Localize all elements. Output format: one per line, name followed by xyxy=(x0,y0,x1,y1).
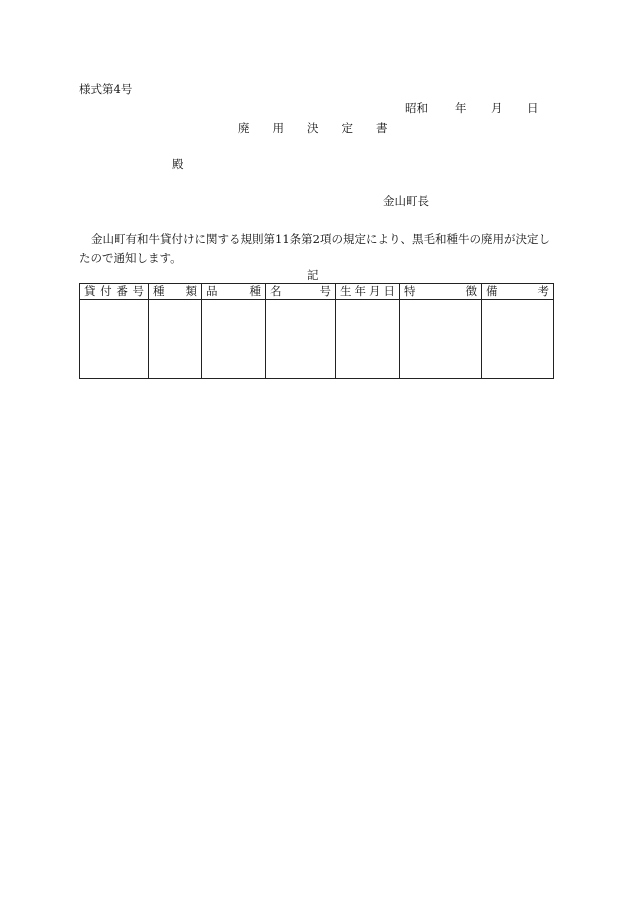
column-header: 名号 xyxy=(266,284,336,300)
table-cell xyxy=(400,300,482,379)
title-char: 用 xyxy=(272,121,284,135)
column-header: 生年月日 xyxy=(336,284,400,300)
title-char: 決 xyxy=(307,121,319,135)
title-char: 書 xyxy=(376,121,388,135)
table-cell xyxy=(266,300,336,379)
issuer-name: 金山町長 xyxy=(383,194,429,208)
column-header: 特徴 xyxy=(400,284,482,300)
title-char: 定 xyxy=(341,121,353,135)
column-header: 品種 xyxy=(202,284,266,300)
table-cell xyxy=(336,300,400,379)
table-cell xyxy=(202,300,266,379)
table-cell xyxy=(149,300,202,379)
document-title xyxy=(238,120,411,136)
table-cell xyxy=(482,300,554,379)
table-row xyxy=(80,300,554,379)
date-day-label: 日 xyxy=(527,101,539,115)
title-char: 廃 xyxy=(238,121,250,135)
table-header-row xyxy=(80,284,554,300)
date-year-label: 年 xyxy=(455,101,467,115)
addressee-suffix: 殿 xyxy=(172,157,184,171)
column-header: 貸付番号 xyxy=(80,284,149,300)
column-header: 備考 xyxy=(482,284,554,300)
date-month-label: 月 xyxy=(491,101,503,115)
column-header: 種類 xyxy=(149,284,202,300)
date-line xyxy=(405,100,539,116)
form-number: 様式第4号 xyxy=(79,82,133,96)
table-cell xyxy=(80,300,149,379)
date-era: 昭和 xyxy=(405,101,428,115)
record-table xyxy=(79,283,554,379)
body-text: 金山町有和牛貸付けに関する規則第11条第2項の規定により、黒毛和種牛の廃用が決定したので通知します。 xyxy=(79,232,550,265)
ki-heading: 記 xyxy=(307,268,319,282)
